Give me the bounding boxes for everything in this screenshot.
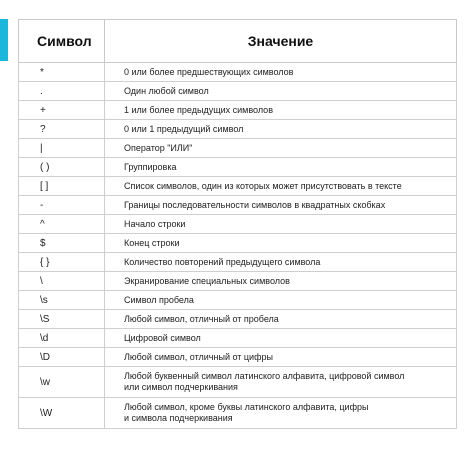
- symbol-cell: \w: [19, 367, 105, 398]
- meaning-cell: Символ пробела: [105, 291, 457, 310]
- table-row: [19, 158, 457, 177]
- table-row: [19, 139, 457, 158]
- table-row: [19, 348, 457, 367]
- table-row: [19, 177, 457, 196]
- symbol-cell: .: [19, 82, 105, 101]
- header-meaning: Значение: [105, 20, 457, 63]
- table-row: [19, 329, 457, 348]
- symbol-cell: -: [19, 196, 105, 215]
- meaning-cell: Экранирование специальных символов: [105, 272, 457, 291]
- table-row: [19, 310, 457, 329]
- table-row: [19, 234, 457, 253]
- table-row: [19, 253, 457, 272]
- symbol-cell: { }: [19, 253, 105, 272]
- symbol-cell: \W: [19, 398, 105, 429]
- meaning-cell: Любой символ, отличный от цифры: [105, 348, 457, 367]
- symbol-cell: \D: [19, 348, 105, 367]
- symbol-cell: \s: [19, 291, 105, 310]
- header-symbol: Символ: [19, 20, 105, 63]
- accent-bar: [0, 19, 8, 61]
- symbol-cell: |: [19, 139, 105, 158]
- meaning-cell: Конец строки: [105, 234, 457, 253]
- meaning-cell: Границы последовательности символов в квадратных скобках: [105, 196, 457, 215]
- table-row: [19, 272, 457, 291]
- meaning-cell: Оператор "ИЛИ": [105, 139, 457, 158]
- meaning-cell: Начало строки: [105, 215, 457, 234]
- meaning-cell: Количество повторений предыдущего символа: [105, 253, 457, 272]
- meaning-cell: Список символов, один из которых может присутствовать в тексте: [105, 177, 457, 196]
- meaning-cell: Любой буквенный символ латинского алфавита, цифровой символ или символ подчеркивания: [105, 367, 457, 398]
- meaning-cell: Любой символ, кроме буквы латинского алфавита, цифры и символа подчеркивания: [105, 398, 457, 429]
- regex-table: [18, 19, 457, 429]
- symbol-cell: $: [19, 234, 105, 253]
- table-row: [19, 63, 457, 82]
- symbol-cell: [ ]: [19, 177, 105, 196]
- meaning-cell: Любой символ, отличный от пробела: [105, 310, 457, 329]
- table-header-row: [19, 20, 457, 63]
- meaning-cell: 1 или более предыдущих символов: [105, 101, 457, 120]
- symbol-cell: ?: [19, 120, 105, 139]
- table-row: [19, 120, 457, 139]
- table-row: [19, 215, 457, 234]
- meaning-cell: 0 или 1 предыдущий символ: [105, 120, 457, 139]
- symbol-cell: *: [19, 63, 105, 82]
- table-row: [19, 101, 457, 120]
- meaning-cell: Один любой символ: [105, 82, 457, 101]
- table-row: [19, 196, 457, 215]
- symbol-cell: +: [19, 101, 105, 120]
- meaning-cell: 0 или более предшествующих символов: [105, 63, 457, 82]
- table-row: [19, 291, 457, 310]
- meaning-cell: Группировка: [105, 158, 457, 177]
- symbol-cell: \d: [19, 329, 105, 348]
- table-row: [19, 398, 457, 429]
- symbol-cell: ^: [19, 215, 105, 234]
- table-row: [19, 367, 457, 398]
- symbol-cell: ( ): [19, 158, 105, 177]
- meaning-cell: Цифровой символ: [105, 329, 457, 348]
- table-row: [19, 82, 457, 101]
- symbol-cell: \: [19, 272, 105, 291]
- symbol-cell: \S: [19, 310, 105, 329]
